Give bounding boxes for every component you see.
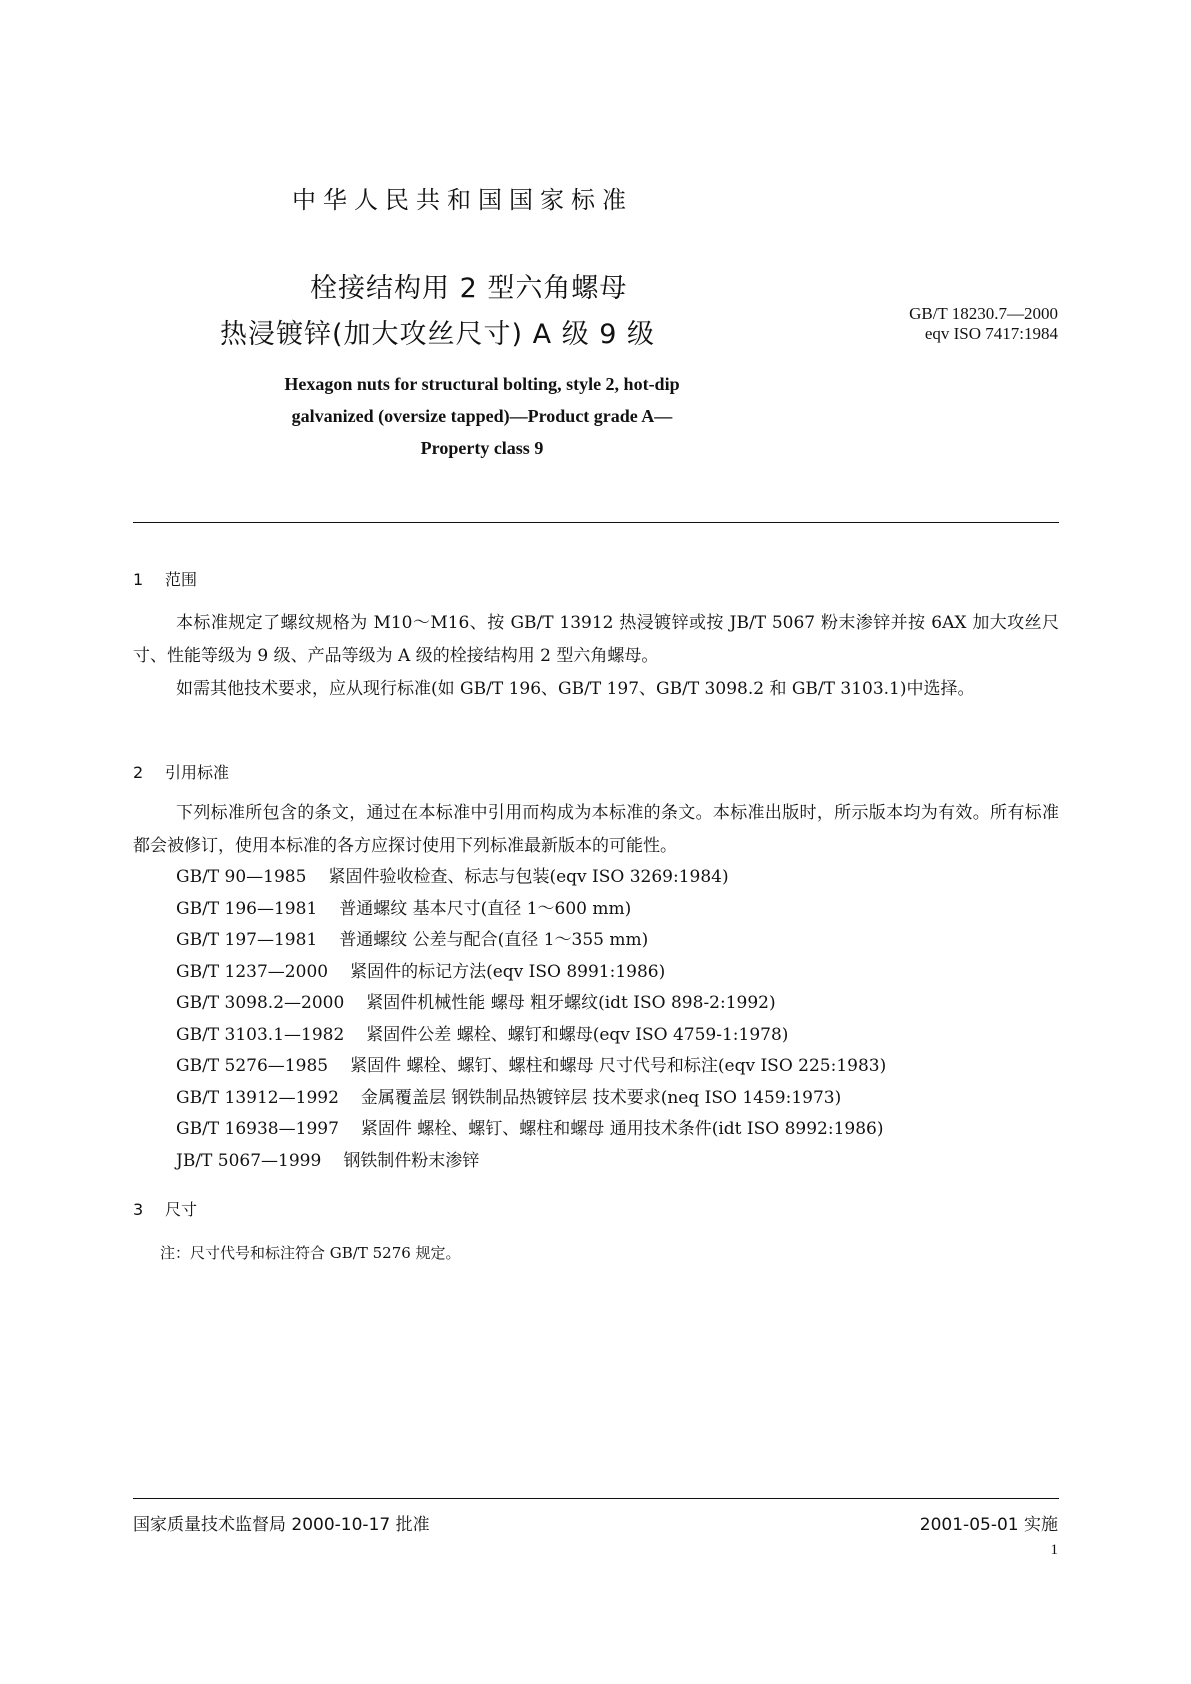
list-item: [176, 1020, 886, 1052]
ref-code: GB/T 5276—1985: [176, 1056, 329, 1076]
ref-code: GB/T 196—1981: [176, 898, 318, 919]
ref-title: 钢铁制件粉末渗锌: [343, 1150, 480, 1171]
ref-title: 紧固件的标记方法(eqv ISO 8991:1986): [350, 961, 666, 982]
document-title-en-line-3: Property class 9: [420, 438, 544, 458]
list-item: [176, 1083, 886, 1115]
section-2-heading: [133, 760, 229, 783]
ref-title: 普通螺纹 基本尺寸(直径 1～600 mm): [339, 898, 632, 919]
section-2-number: 2: [133, 763, 144, 782]
ref-title: 紧固件 螺栓、螺钉、螺柱和螺母 通用技术条件(idt ISO 8992:1986): [360, 1119, 884, 1139]
ref-code: GB/T 3098.2—2000: [176, 993, 345, 1013]
ref-code: GB/T 16938—1997: [176, 1119, 339, 1139]
list-item: [176, 1114, 886, 1146]
section-2-title: 引用标准: [165, 763, 230, 782]
ref-code: GB/T 1237—2000: [176, 961, 329, 982]
ref-code: GB/T 3103.1—1982: [176, 1024, 345, 1045]
list-item: [176, 988, 886, 1020]
document-title-en-line-1: Hexagon nuts for structural bolting, style 2, hot-dip: [284, 374, 680, 394]
list-item: [176, 957, 886, 989]
approval-statement: 国家质量技术监督局 2000-10-17 批准: [133, 1515, 430, 1535]
section-1-paragraph-2: 如需其他技术要求，应从现行标准(如 GB/T 196、GB/T 197、GB/T 3098.2 和 GB/T 3103.1)中选择。: [176, 679, 975, 699]
effective-date: 2001-05-01 实施: [919, 1515, 1058, 1535]
ref-code: GB/T 13912—1992: [176, 1087, 339, 1108]
section-3-heading: [133, 1197, 197, 1220]
document-title-en-line-2: galvanized (oversize tapped)—Product grade A—: [291, 406, 673, 426]
referenced-standards-list: [176, 862, 886, 1177]
list-item: [176, 894, 886, 926]
ref-title: 紧固件验收检查、标志与包装(eqv ISO 3269:1984): [328, 867, 729, 887]
ref-title: 紧固件公差 螺栓、螺钉和螺母(eqv ISO 4759-1:1978): [366, 1024, 789, 1045]
header-divider: [133, 522, 1059, 523]
section-1-title: 范围: [165, 570, 198, 589]
standard-equivalence: eqv ISO 7417:1984: [924, 324, 1058, 343]
section-3-title: 尺寸: [165, 1200, 198, 1219]
list-item: [176, 1051, 886, 1083]
ref-title: 金属覆盖层 钢铁制品热镀锌层 技术要求(neq ISO 1459:1973): [360, 1087, 842, 1108]
ref-title: 普通螺纹 公差与配合(直径 1～355 mm): [339, 930, 649, 950]
footer-divider: [133, 1498, 1059, 1499]
list-item: [176, 1146, 886, 1178]
ref-title: 紧固件机械性能 螺母 粗牙螺纹(idt ISO 898-2:1992): [366, 993, 776, 1013]
national-standard-heading: 中华人民共和国国家标准: [292, 186, 633, 214]
page-number: 1: [1050, 1542, 1058, 1558]
standard-number: GB/T 18230.7—2000: [909, 304, 1058, 323]
document-title-cn-line-1: 栓接结构用 2 型六角螺母: [310, 273, 628, 304]
section-3-number: 3: [133, 1200, 144, 1219]
ref-code: GB/T 197—1981: [176, 930, 318, 950]
section-1-number: 1: [133, 570, 144, 589]
list-item: [176, 925, 886, 957]
ref-title: 紧固件 螺栓、螺钉、螺柱和螺母 尺寸代号和标注(eqv ISO 225:1983): [350, 1056, 887, 1076]
section-1-heading: [133, 567, 197, 590]
ref-code: GB/T 90—1985: [176, 867, 307, 887]
section-3-note: 注：尺寸代号和标注符合 GB/T 5276 规定。: [160, 1244, 461, 1262]
list-item: [176, 862, 886, 894]
section-2-intro: 下列标准所包含的条文，通过在本标准中引用而构成为本标准的条文。本标准出版时，所示版本均为有效。所有标准都会被修订，使用本标准的各方应探讨使用下列标准最新版本的可能性。: [133, 803, 1059, 856]
document-title-cn-line-2: 热浸镀锌(加大攻丝尺寸) A 级 9 级: [220, 319, 656, 350]
ref-code: JB/T 5067—1999: [176, 1150, 322, 1171]
section-1-paragraph-1: 本标准规定了螺纹规格为 M10～M16、按 GB/T 13912 热浸镀锌或按 JB/T 5067 粉末渗锌并按 6AX 加大攻丝尺寸、性能等级为 9 级、产品等级为 A 级的栓接结构用 2 型六角螺母。: [133, 613, 1059, 666]
